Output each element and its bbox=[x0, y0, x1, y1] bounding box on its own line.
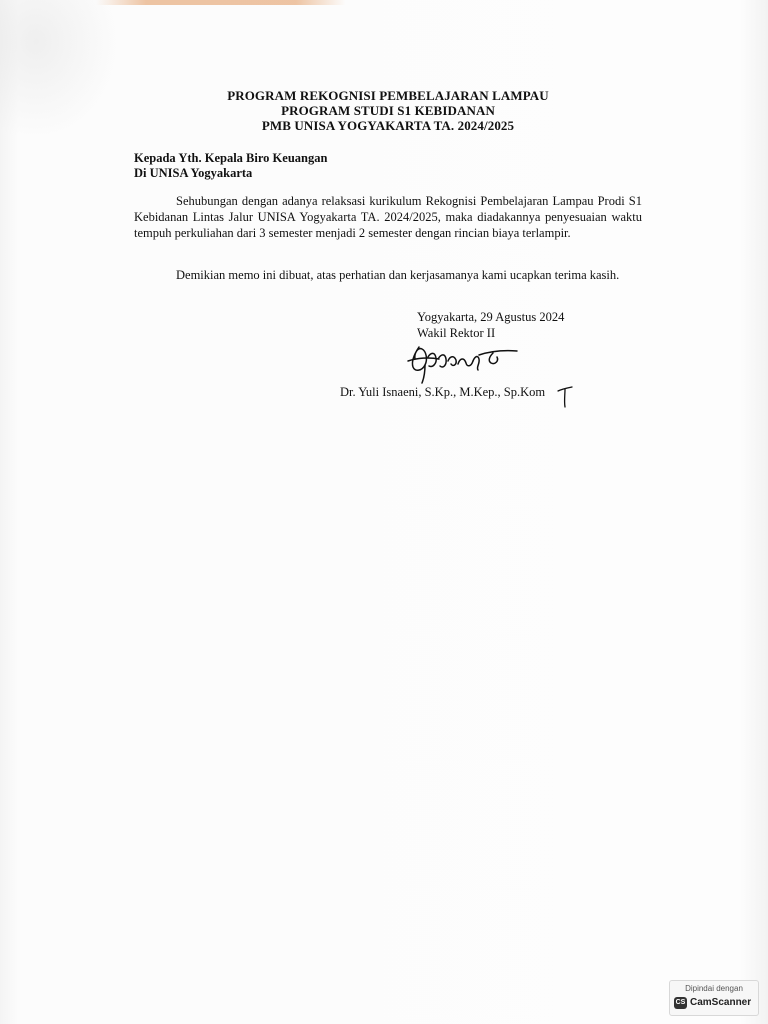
scanner-brand-row bbox=[674, 996, 751, 1010]
body-paragraph-2: Demikian memo ini dibuat, atas perhatian dan kerjasamanya kami ucapkan terima kasih. bbox=[176, 268, 620, 282]
scan-smudge bbox=[0, 0, 120, 140]
signer-role: Wakil Rektor II bbox=[417, 326, 496, 340]
header-line-2: PROGRAM STUDI S1 KEBIDANAN bbox=[281, 103, 495, 118]
scanner-caption: Dipindai dengan bbox=[685, 984, 743, 993]
place-date: Yogyakarta, 29 Agustus 2024 bbox=[417, 310, 565, 324]
addressee-line-1: Kepada Yth. Kepala Biro Keuangan bbox=[134, 151, 328, 165]
scanner-watermark bbox=[669, 980, 759, 1016]
memo-header bbox=[150, 88, 626, 133]
header-line-1: PROGRAM REKOGNISI PEMBELAJARAN LAMPAU bbox=[227, 88, 549, 103]
body-paragraph-1: Sehubungan dengan adanya relaksasi kurikulum Rekognisi Pembelajaran Lampau Prodi S1 Kebidanan Lintas Jalur UNISA Yogyakarta TA. 2024/2025, maka diadakannya penyesuaian waktu tempuh perkuliahan dari 3 semester menjadi 2 semester dengan rincian biaya terlampir. bbox=[134, 194, 642, 240]
scanner-brand: CamScanner bbox=[690, 997, 752, 1008]
addressee-line-2: Di UNISA Yogyakarta bbox=[134, 166, 253, 180]
camscanner-logo-icon: CS bbox=[674, 997, 687, 1009]
scan-edge-tint bbox=[96, 0, 346, 5]
signature-flourish bbox=[556, 383, 574, 409]
header-line-3: PMB UNISA YOGYAKARTA TA. 2024/2025 bbox=[261, 118, 515, 133]
signer-name: Dr. Yuli Isnaeni, S.Kp., M.Kep., Sp.Kom bbox=[340, 385, 546, 399]
addressee-block bbox=[134, 151, 327, 181]
handwritten-signature bbox=[405, 339, 525, 385]
